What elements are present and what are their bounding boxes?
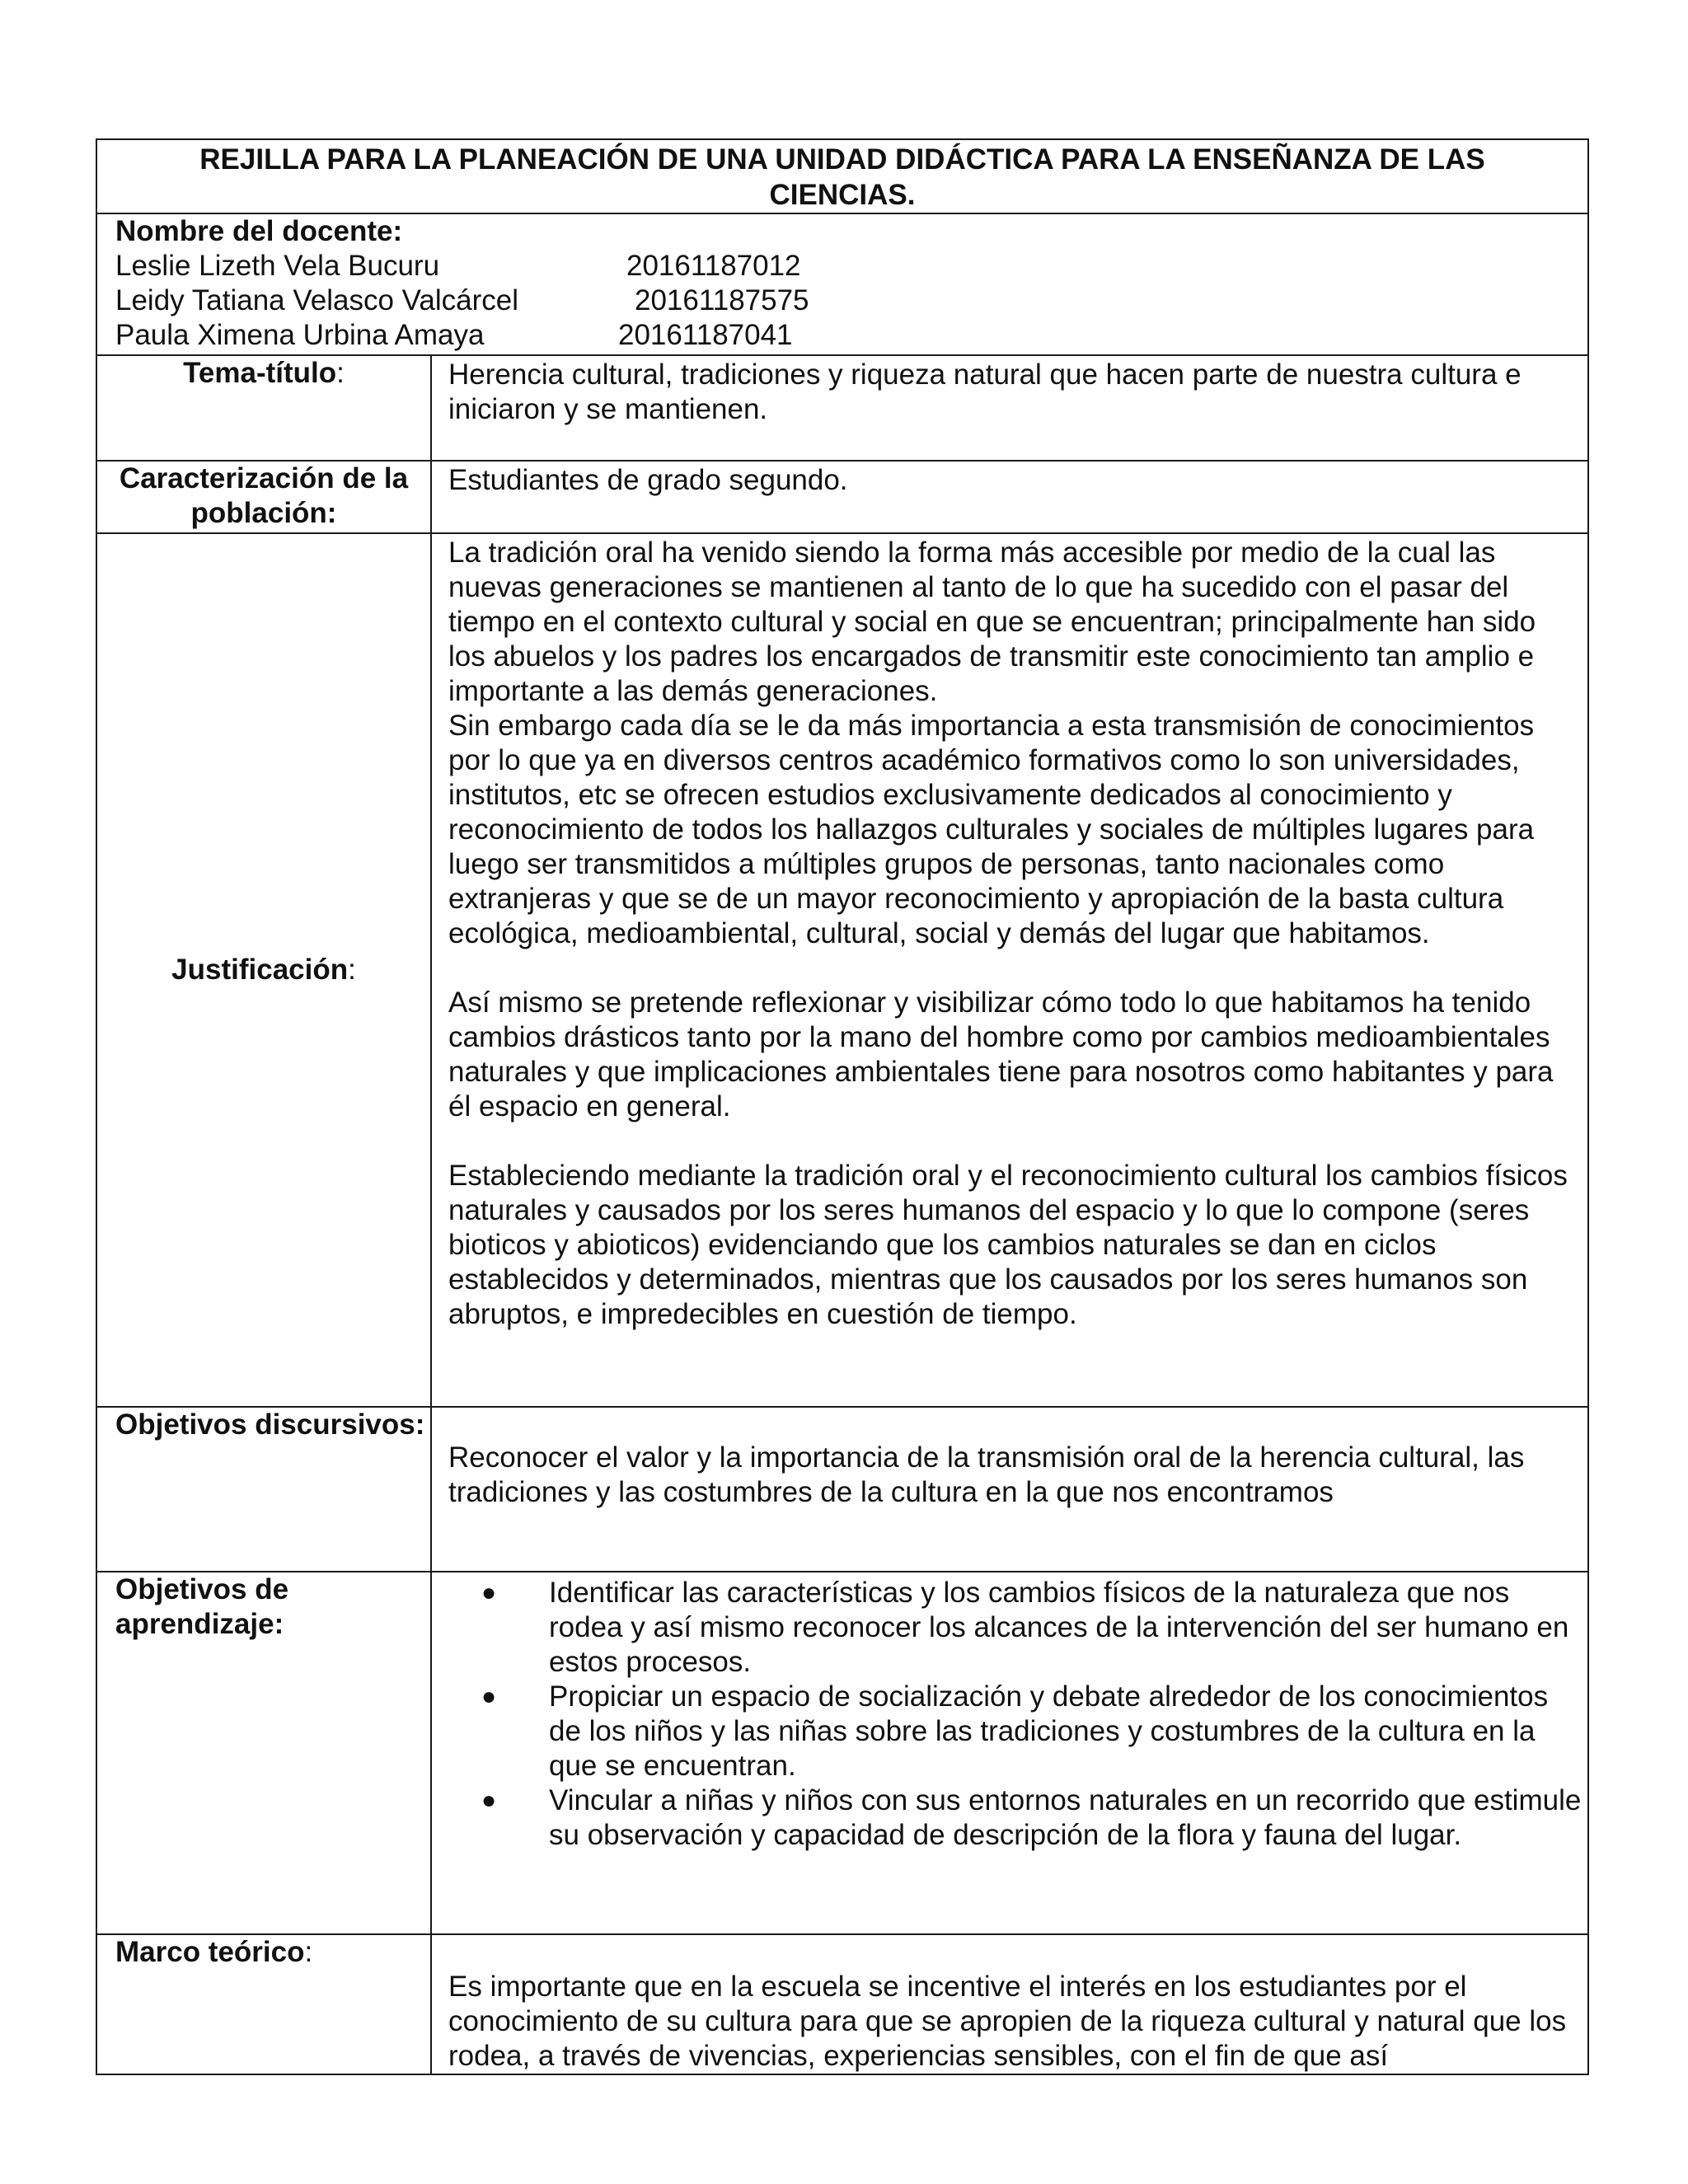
- justification-label: Justificación: [171, 954, 349, 986]
- learning-objectives-cell: [431, 1572, 1588, 1934]
- teacher-entry: [115, 284, 1587, 318]
- planning-grid-table: [96, 138, 1589, 2075]
- document-title: [96, 139, 1588, 213]
- justification-label-colon: :: [348, 954, 356, 986]
- header-row: [96, 139, 1588, 213]
- list-item: ● Identificar las características y los cambios físicos de la naturaleza que nos rodea y así mismo reconocer los alcances de la intervención del ser humano en estos procesos.: [448, 1576, 1587, 1680]
- topic-label-cell: [96, 355, 431, 461]
- teachers-label: Nombre del docente:: [115, 215, 403, 247]
- teachers-row: [96, 213, 1588, 355]
- theoretical-framework-value: Es importante que en la escuela se incentive el interés en los estudiantes por el conocimiento de su cultura para que se apropien de la riqueza cultural y natural que los rodea, a través de vivencias, experiencias sensibles, con el fin de que así: [431, 1934, 1588, 2074]
- population-row: [96, 461, 1588, 533]
- learning-objectives-label: Objetivos de aprendizaje:: [96, 1572, 431, 1934]
- learning-objectives-row: [96, 1572, 1588, 1934]
- theoretical-framework-row: [96, 1934, 1588, 2074]
- discursive-objectives-label: Objetivos discursivos:: [96, 1407, 431, 1572]
- document-title-line1: REJILLA PARA LA PLANEACIÓN DE UNA UNIDAD DIDÁCTICA PARA LA ENSEÑANZA DE LAS: [199, 143, 1485, 176]
- teacher-name: Leslie Lizeth Vela Bucuru: [115, 250, 440, 282]
- document-title-line2: CIENCIAS.: [769, 179, 916, 211]
- justification-paragraph: Estableciendo mediante la tradición oral y el reconocimiento cultural los cambios físicos naturales y causados por los seres humanos del espacio y lo que lo compone (seres bioticos y abioticos) evidenciando que los cambios naturales se dan en ciclos establecidos y determinados, mientras que los causados por los seres humanos son abruptos, e impredecibles en cuestión de tiempo.: [448, 1160, 1568, 1330]
- justification-paragraph: Así mismo se pretende reflexionar y visibilizar cómo todo lo que habitamos ha tenido cambios drásticos tanto por la mano del hombre como por cambios medioambientales naturales y que implicaciones ambientales tiene para nosotros como habitantes y para él espacio en general.: [448, 987, 1554, 1122]
- teachers-cell: [96, 213, 1588, 355]
- topic-label-colon: :: [336, 357, 345, 389]
- justification-paragraph: La tradición oral ha venido siendo la forma más accesible por medio de la cual las nuevas generaciones se mantienen al tanto de lo que ha sucedido con el pasar del tiempo en el contexto cultural y social en que se encuentran; principalmente han sido los abuelos y los padres los encargados de transmitir este conocimiento tan amplio e importante a las demás generaciones.: [448, 537, 1536, 707]
- topic-label: Tema-título: [183, 357, 337, 389]
- teacher-entry: [115, 318, 1587, 353]
- teacher-name: Paula Ximena Urbina Amaya: [115, 319, 485, 351]
- list-item: ● Propiciar un espacio de socialización y debate alrededor de los conocimientos de los niños y las niñas sobre las tradiciones y costumbres de la cultura en la que se encuentran.: [448, 1680, 1587, 1783]
- learning-objectives-list: [432, 1576, 1587, 1853]
- justification-label-cell: [96, 533, 431, 1407]
- topic-value: Herencia cultural, tradiciones y riqueza natural que hacen parte de nuestra cultura e iniciaron y se mantienen.: [431, 355, 1588, 461]
- population-value: Estudiantes de grado segundo.: [431, 461, 1588, 533]
- discursive-objectives-value: Reconocer el valor y la importancia de la transmisión oral de la herencia cultural, las tradiciones y las costumbres de la cultura en la que nos encontramos: [431, 1407, 1588, 1572]
- teacher-code: 20161187012: [626, 250, 801, 282]
- justification-text: [431, 533, 1588, 1407]
- teacher-code: 20161187575: [635, 284, 809, 316]
- discursive-objectives-row: [96, 1407, 1588, 1572]
- justification-row: [96, 533, 1588, 1407]
- teacher-entry: [115, 249, 1587, 284]
- population-label: Caracterización de la población:: [96, 461, 431, 533]
- theoretical-framework-label-cell: [96, 1934, 431, 2074]
- teacher-code: 20161187041: [618, 319, 793, 351]
- teacher-name: Leidy Tatiana Velasco Valcárcel: [115, 284, 519, 316]
- theoretical-framework-colon: :: [304, 1936, 313, 1968]
- justification-paragraph: Sin embargo cada día se le da más importancia a esta transmisión de conocimientos por lo que ya en diversos centros académico formativos como lo son universidades, institutos, etc se ofrecen estudios exclusivamente dedicados al conocimiento y reconocimiento de todos los hallazgos culturales y sociales de múltiples lugares para luego ser transmitidos a múltiples grupos de personas, tanto nacionales como extranjeras y que se de un mayor reconocimiento y apropiación de la basta cultura ecológica, medioambiental, cultural, social y demás del lugar que habitamos.: [448, 710, 1535, 949]
- list-item: ● Vincular a niñas y niños con sus entornos naturales en un recorrido que estimule su observación y capacidad de descripción de la flora y fauna del lugar.: [448, 1783, 1587, 1853]
- theoretical-framework-label: Marco teórico: [115, 1936, 305, 1968]
- topic-row: [96, 355, 1588, 461]
